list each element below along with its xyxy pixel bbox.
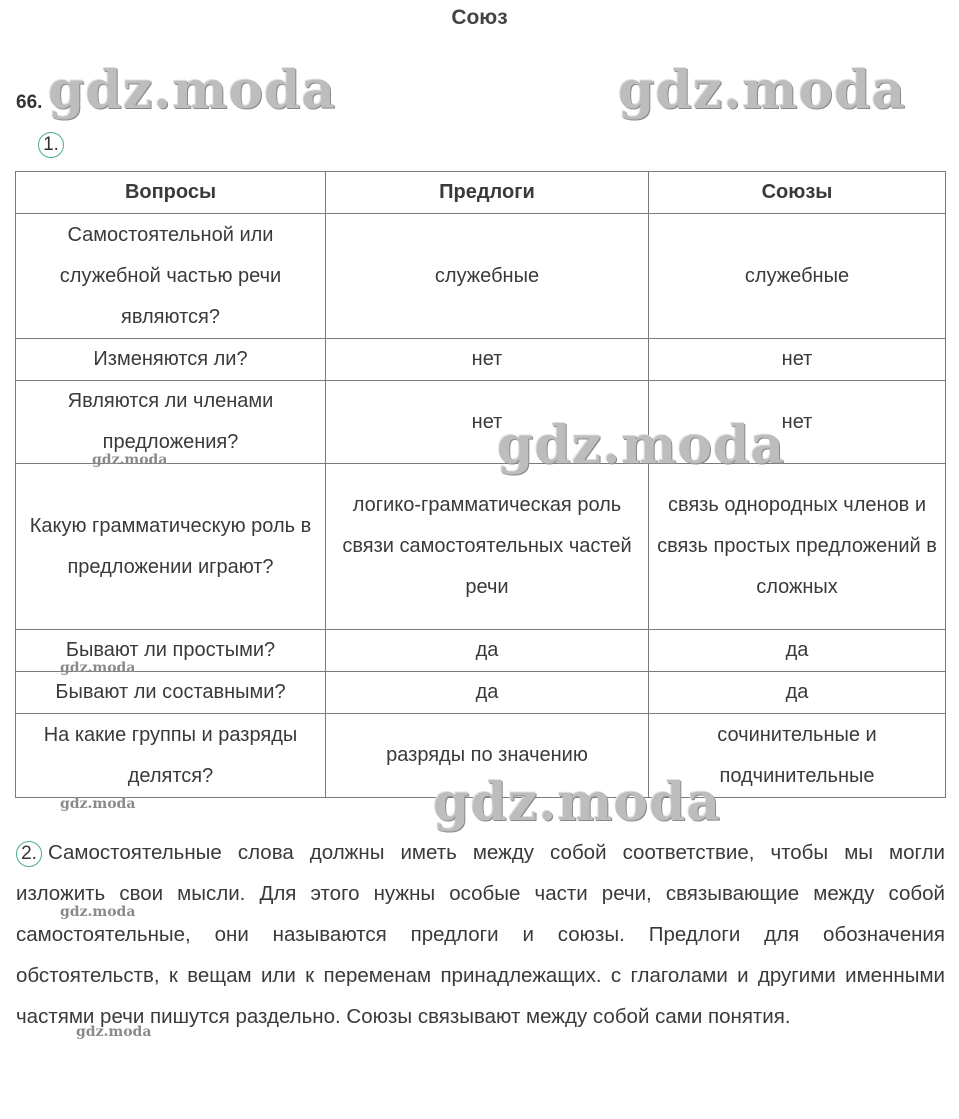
table-cell: логико-грамматическая роль связи самостоятельных частей речи [326, 464, 649, 630]
table-row [16, 630, 946, 672]
table-cell: Бывают ли составными? [16, 672, 326, 714]
task2-text: Самостоятельные слова должны иметь между собой соответствие, чтобы мы могли изложить свои мысли. Для этого нужны особые части речи, связывающие между собой самостоятельные, они называются предлоги и союзы. Предлоги для обозначения обстоятельств, к вещам или к переменам принадлежащих. с глаголами и другими именными частями речи пишутся раздельно. Союзы связывают между собой сами понятия. [16, 841, 945, 1028]
table-cell: разряды по значению [326, 714, 649, 798]
task2-marker: 2. [16, 841, 42, 867]
table-cell: Бывают ли простыми? [16, 630, 326, 672]
watermark: gdz.moda [60, 904, 136, 920]
table-cell: да [326, 672, 649, 714]
table-row [16, 672, 946, 714]
watermark: gdz.moda [92, 452, 168, 468]
table-cell: нет [649, 381, 946, 464]
table-cell: служебные [326, 214, 649, 339]
table-cell: На какие группы и разряды делятся? [16, 714, 326, 798]
watermark: gdz.moda [618, 60, 907, 121]
table-cell: Какую грамматическую роль в предложении играют? [16, 464, 326, 630]
column-header: Вопросы [16, 172, 326, 214]
watermark: gdz.moda [433, 772, 722, 833]
table-row [16, 214, 946, 339]
table-row [16, 464, 946, 630]
watermark: gdz.moda [60, 796, 136, 812]
table-cell: связь однородных членов и связь простых предложений в сложных [649, 464, 946, 630]
table-cell: да [649, 672, 946, 714]
table-cell: нет [326, 339, 649, 381]
table-row [16, 339, 946, 381]
table-cell: да [326, 630, 649, 672]
table-cell: да [649, 630, 946, 672]
column-header: Предлоги [326, 172, 649, 214]
table-cell: Изменяются ли? [16, 339, 326, 381]
table-cell: служебные [649, 214, 946, 339]
watermark: gdz.moda [48, 60, 337, 121]
exercise-number: 66. [16, 92, 43, 113]
task1-marker: 1. [38, 132, 64, 158]
task2-paragraph [16, 832, 945, 1037]
watermark: gdz.moda [497, 415, 786, 476]
table-cell: Самостоятельной или служебной частью речи являются? [16, 214, 326, 339]
comparison-table [15, 171, 946, 798]
table-cell: нет [649, 339, 946, 381]
column-header: Союзы [649, 172, 946, 214]
page-title: Союз [451, 6, 508, 29]
table-cell: нет [326, 381, 649, 464]
table-header-row [16, 172, 946, 214]
table-cell: Являются ли членами предложения? [16, 381, 326, 464]
watermark: gdz.moda [60, 660, 136, 676]
watermark: gdz.moda [76, 1024, 152, 1040]
table-cell: сочинительные и подчинительные [649, 714, 946, 798]
